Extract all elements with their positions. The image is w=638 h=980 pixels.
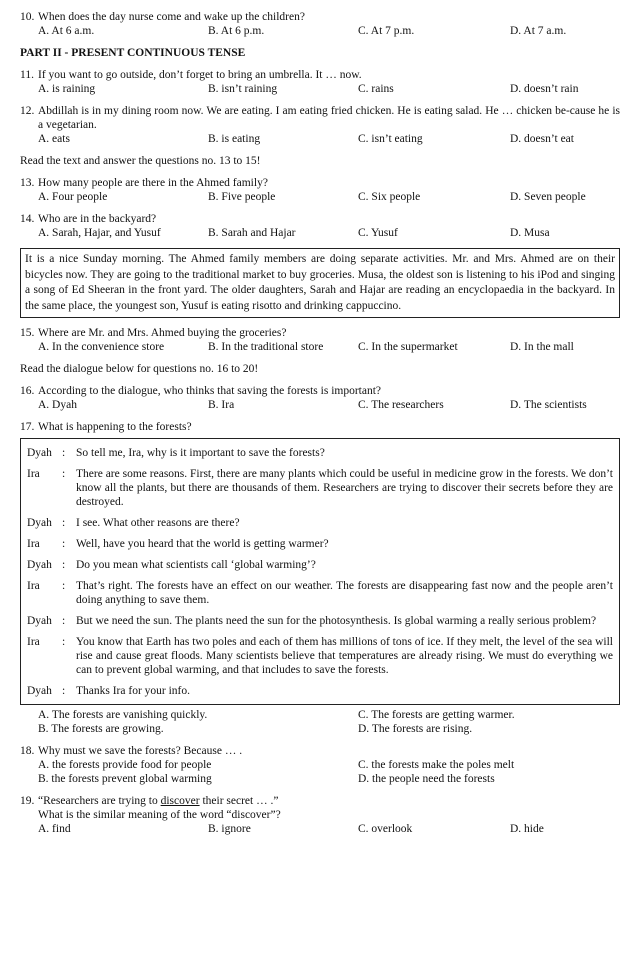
dialogue-line [27,446,613,460]
speaker: Dyah [27,685,52,697]
dialogue-text: So tell me, Ira, why is it important to save the forests? [76,447,325,459]
question-number: 14. [20,213,35,225]
question-number: 12. [20,105,35,117]
option-d[interactable]: D. doesn’t rain [510,83,579,95]
option-d[interactable]: D. the people need the forests [358,773,495,785]
underlined-word: discover [160,795,200,807]
option-a[interactable]: A. Four people [38,191,108,203]
option-d[interactable]: D. In the mall [510,341,574,353]
option-c[interactable]: C. The researchers [358,399,444,411]
option-a[interactable]: A. the forests provide food for people [38,759,212,771]
speaker: Ira [27,636,40,648]
option-d[interactable]: D. The forests are rising. [358,723,473,735]
question-number: 18. [20,745,35,757]
option-c[interactable]: C. In the supermarket [358,341,458,353]
dialogue-line [27,558,613,572]
question-11 [20,68,620,96]
colon: : [62,636,66,648]
option-b[interactable]: B. The forests are growing. [38,723,164,735]
dialogue-text: Well, have you heard that the world is getting warmer? [76,538,329,550]
question-17-options [20,708,620,736]
question-12 [20,104,620,146]
question-stem: What is happening to the forests? [38,421,192,433]
reading-passage: It is a nice Sunday morning. The Ahmed family members are doing separate activities. Mr. and Mrs. Ahmed are on their bicycles now. They are going to the traditional market to buy groceries. Musa, the oldest son is listening to his iPod and singing a song of Ed Sheeran in the front yard. The older daughters, Sarah and Hajar are reading an encyclopaedia in the backyard. In the same place, the youngest son, Yusuf is eating risotto and drinking cappuccino. [20,248,620,318]
question-number: 19. [20,795,35,807]
question-number: 17. [20,421,35,433]
question-10 [20,10,620,38]
option-b[interactable]: B. At 6 p.m. [208,25,265,37]
colon: : [62,559,66,571]
section-heading: PART II - PRESENT CONTINUOUS TENSE [20,47,246,59]
speaker: Ira [27,580,40,592]
worksheet-page [20,10,620,844]
option-a[interactable]: A. In the convenience store [38,341,165,353]
question-stem [38,794,620,808]
question-stem: According to the dialogue, who thinks that saving the forests is important? [38,385,382,397]
option-b[interactable]: B. Ira [208,399,235,411]
dialogue-line [27,614,613,628]
option-a[interactable]: A. eats [38,133,70,145]
option-a[interactable]: A. find [38,823,71,835]
option-b[interactable]: B. the forests prevent global warming [38,773,212,785]
question-number: 11. [20,69,34,81]
dialogue-text: There are some reasons. First, there are many plants which could be useful in medicine grow in the forests. We don’t know all the plants, but there are thousands of them. Researchers are trying to discover their secrets before they are destroyed. [76,468,613,508]
dialogue-line [27,516,613,530]
option-d[interactable]: D. Seven people [510,191,586,203]
option-d[interactable]: D. The scientists [510,399,587,411]
option-c[interactable]: C. At 7 p.m. [358,25,415,37]
question-14 [20,212,620,240]
question-stem: Abdillah is in my dining room now. We are eating. I am eating fried chicken. He is eating salad. He … chicken be-cause he is a vegetarian. [38,105,620,131]
question-13 [20,176,620,204]
instruction-text: Read the text and answer the questions no. 13 to 15! [20,155,261,167]
dialogue-text: You know that Earth has two poles and each of them has millions of tons of ice. If they melt, the level of the sea will rise and cause great floods. Many scientists believe that temperatures are already rising. We must do everything we can to prevent global warming, and that includes to save the forests. [76,636,613,676]
question-stem: Where are Mr. and Mrs. Ahmed buying the groceries? [38,327,287,339]
colon: : [62,685,66,697]
question-stem: Why must we save the forests? Because … . [38,745,243,757]
question-stem: Who are in the backyard? [38,213,157,225]
option-d[interactable]: D. doesn’t eat [510,133,574,145]
question-16 [20,384,620,412]
dialogue-line [27,467,613,509]
option-c[interactable]: C. Six people [358,191,421,203]
question-stem-2: What is the similar meaning of the word “discover”? [38,809,281,821]
option-a[interactable]: A. The forests are vanishing quickly. [38,709,208,721]
question-stem: If you want to go outside, don’t forget to bring an umbrella. It … now. [38,69,362,81]
speaker: Dyah [27,447,52,459]
question-number: 16. [20,385,35,397]
dialogue-text: Thanks Ira for your info. [76,685,191,697]
option-b[interactable]: B. Five people [208,191,276,203]
stem-part: their secret … .” [199,795,279,807]
option-a[interactable]: A. Dyah [38,399,77,411]
option-d[interactable]: D. At 7 a.m. [510,25,567,37]
colon: : [62,517,66,529]
question-15 [20,326,620,354]
option-b[interactable]: B. ignore [208,823,251,835]
dialogue-text: Do you mean what scientists call ‘global warming’? [76,559,316,571]
option-a[interactable]: A. Sarah, Hajar, and Yusuf [38,227,161,239]
option-b[interactable]: B. isn’t raining [208,83,278,95]
dialogue-text: I see. What other reasons are there? [76,517,240,529]
speaker: Ira [27,538,40,550]
option-b[interactable]: B. is eating [208,133,261,145]
dialogue-line [27,635,613,677]
option-b[interactable]: B. In the traditional store [208,341,324,353]
question-stem: How many people are there in the Ahmed family? [38,177,268,189]
question-18 [20,744,620,786]
question-number: 10. [20,11,35,23]
option-c[interactable]: C. isn’t eating [358,133,423,145]
option-c[interactable]: C. rains [358,83,394,95]
dialogue-text: But we need the sun. The plants need the sun for the photosynthesis. Is global warming a really serious problem? [76,615,597,627]
speaker: Dyah [27,517,52,529]
option-c[interactable]: C. overlook [358,823,413,835]
option-d[interactable]: D. hide [510,823,544,835]
question-number: 15. [20,327,35,339]
speaker: Ira [27,468,40,480]
colon: : [62,580,66,592]
question-stem: When does the day nurse come and wake up the children? [38,11,305,23]
question-17 [20,420,620,434]
option-c[interactable]: C. The forests are getting warmer. [358,709,515,721]
dialogue-line [27,537,613,551]
colon: : [62,615,66,627]
dialogue-line [27,684,613,698]
option-b[interactable]: B. Sarah and Hajar [208,227,296,239]
option-c[interactable]: C. Yusuf [358,227,398,239]
question-number: 13. [20,177,35,189]
speaker: Dyah [27,559,52,571]
question-19 [20,794,620,836]
option-a[interactable]: A. At 6 a.m. [38,25,95,37]
dialogue-text: That’s right. The forests have an effect on our weather. The forests are disappearing fast now and the people aren’t doing anything to save them. [76,580,613,606]
colon: : [62,538,66,550]
speaker: Dyah [27,615,52,627]
dialogue-line [27,579,613,607]
instruction-text: Read the dialogue below for questions no. 16 to 20! [20,363,259,375]
option-a[interactable]: A. is raining [38,83,96,95]
colon: : [62,468,66,480]
colon: : [62,447,66,459]
option-c[interactable]: C. the forests make the poles melt [358,759,515,771]
stem-part: “Researchers are trying to [38,795,161,807]
option-d[interactable]: D. Musa [510,227,550,239]
dialogue-box [20,438,620,705]
